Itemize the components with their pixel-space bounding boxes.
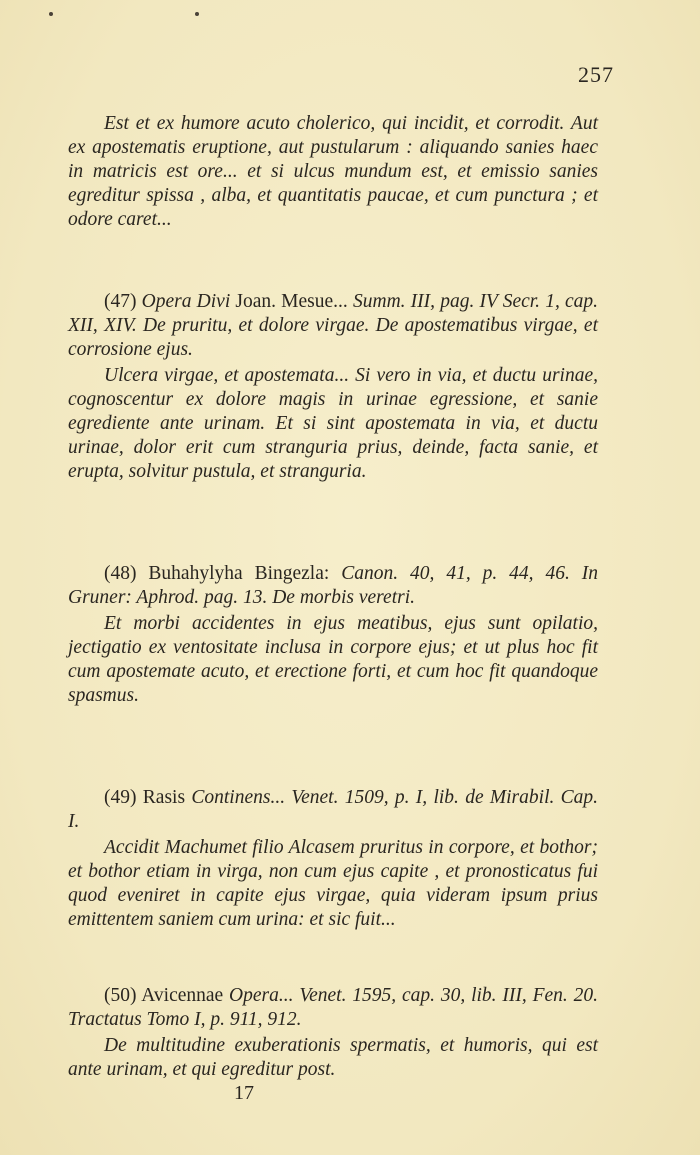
reference-number: (50) [104,985,137,1006]
signature-mark: 17 [234,1082,254,1104]
reference-number: (48) [104,563,137,584]
reference-citation: Continens... Venet. 1509, p. I, lib. de Mirabil. Cap. I. [68,787,599,832]
reference-citation: Opera... Venet. 1595, cap. 30, lib. III, Fen. 20. Tractatus Tomo I, p. 911, 912. [68,985,598,1030]
reference-47 [68,290,598,484]
paragraph-quotation [68,112,598,232]
quotation-text: Et morbi accidentes in ejus meatibus, ejus sunt opilatio, jectigatio ex ventositate inclusa in corpore ejus; et ut plus hoc fit cum apostemate acuto, et erectione forti, et cum hoc fit quandoque spasmus. [68,613,598,706]
reference-citation: Summ. III, pag. IV Secr. 1, cap. XII, XIV. De pruritu, et dolore virgae. De apostematibus virgae, et corrosione ejus. [68,291,599,360]
reference-citation: Canon. 40, 41, p. 44, 46. In Gruner: Aphrod. pag. 13. De morbis veretri. [68,563,599,608]
quotation-text: Ulcera virgae, et apostemata... Si vero in via, et ductu urinae, cognoscentur ex dolore magis in urinae egressione, et sanie egrediente ante urinam. Et si sint apostemata in via, et ductu urinae, dolor erit cum stranguria prius, deinde, facta sanie, et erupta, solvitur pustula, et stranguria. [68,365,598,482]
reference-50 [68,984,598,1082]
reference-author: Joan. Mesue... [235,291,348,312]
quotation-text: Est et ex humore acuto cholerico, qui incidit, et corrodit. Aut ex apostematis eruptione, aut pustularum : aliquando sanies haec in matricis est ore... et si ulcus mundum est, et emissio sanies egreditur spissa , alba, et quantitatis paucae, et cum punctura ; et odore caret... [68,113,598,230]
page-number: 257 [578,62,614,87]
reference-author: Rasis [142,787,186,808]
reference-author-prefix: Opera Divi [141,291,231,312]
reference-author: Buhahylyha Bingezla: [148,563,330,584]
reference-author: Avicennae [141,985,224,1006]
reference-number: (49) [104,787,137,808]
reference-49 [68,786,598,932]
quotation-text: Accidit Machumet filio Alcasem pruritus in corpore, et bothor; et bothor etiam in virga, non cum ejus capite , et pronosticatus fui quod eveniret in capite ejus virgae, quia videram ipsum prius emittentem saniem cum urina: et sic fuit... [68,837,598,930]
quotation-text: De multitudine exuberationis spermatis, et humoris, qui est ante urinam, et qui egreditur post. [68,1035,598,1080]
ink-speck [49,12,53,16]
ink-speck [195,12,199,16]
reference-number: (47) [104,291,137,312]
reference-48 [68,562,598,708]
